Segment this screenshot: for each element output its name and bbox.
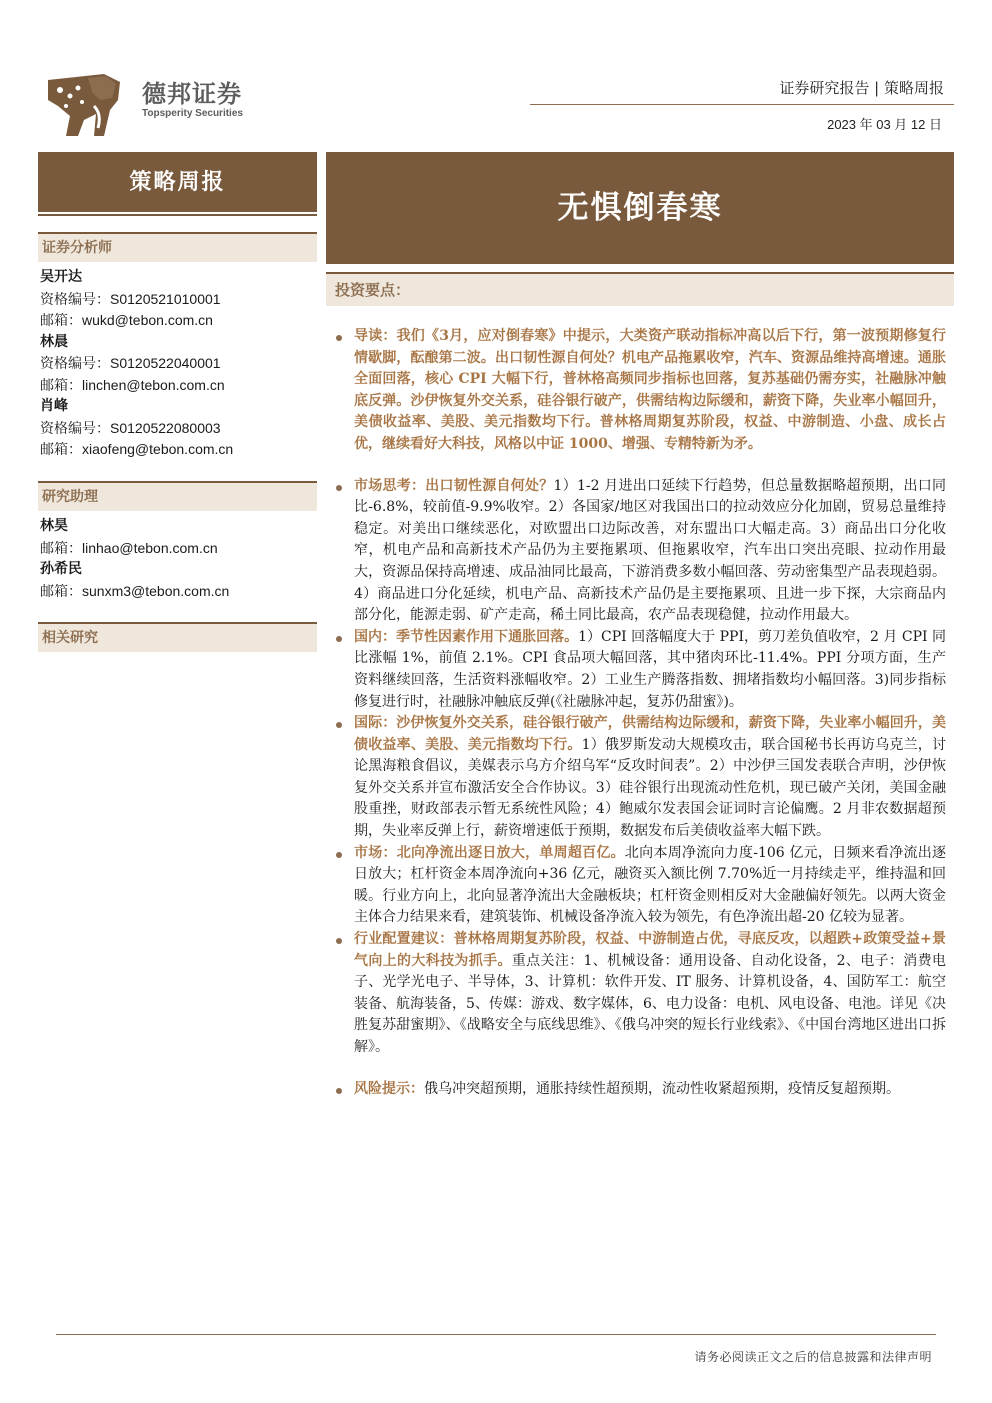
risk-warning <box>332 1079 946 1101</box>
bullet-dot-icon <box>336 335 342 341</box>
analyst-license: 资格编号：S0120521010001 <box>40 290 221 307</box>
key-point <box>332 627 946 713</box>
assistant-name: 林昊 <box>40 518 68 534</box>
analyst-email[interactable]: 邮箱：xiaofeng@tebon.com.cn <box>40 441 234 457</box>
key-point-body: 1）俄罗斯发动大规模攻击，联合国秘书长再访乌克兰，讨论黑海粮食倡议，美媒表示乌方介绍乌军“反攻时间表”。2）中沙伊三国发表联合声明，沙伊恢复外交关系并宣布激活安全合作协议。3）硅谷银行出现流动性危机，现已破产关闭，美国金融股重挫，财政部表示暂无系统性风险；4）鲍威尔发表国会证词时言论偏鹰。2 月非农数据超预期，失业率反弹上行，薪资增速低于预期，数据发布后美债收益率大幅下跌。 <box>354 736 947 840</box>
report-date: 2023 年 03 月 12 日 <box>827 117 942 132</box>
disclaimer-note: 请务必阅读正文之后的信息披露和法律声明 <box>694 1350 932 1364</box>
key-point-lead: 市场思考：出口韧性源自何处？ <box>354 477 554 494</box>
assistants-list <box>40 516 229 602</box>
bullet-dot-icon <box>336 485 342 491</box>
bullet-dot-icon <box>336 852 342 858</box>
risk-lead: 风险提示： <box>354 1080 424 1097</box>
key-point-lead: 市场：北向净流出逐日放大，单周超百亿。 <box>354 844 625 861</box>
key-point-lead: 国际：沙伊恢复外交关系，硅谷银行破产，供需结构边际缓和，薪资下降，失业率小幅回升，美债收益率、美股、美元指数均下行。 <box>354 715 946 753</box>
assistant-email[interactable]: 邮箱：linhao@tebon.com.cn <box>40 539 218 556</box>
intro-paragraph <box>332 326 946 456</box>
key-point <box>332 929 946 1059</box>
analyst-email[interactable]: 邮箱：linchen@tebon.com.cn <box>40 376 225 393</box>
analyst-email[interactable]: 邮箱：wukd@tebon.com.cn <box>40 312 213 328</box>
assistant-email[interactable]: 邮箱：sunxm3@tebon.com.cn <box>40 582 230 599</box>
analyst-name: 林晨 <box>40 333 68 350</box>
risk-body: 俄乌冲突超预期，通胀持续性超预期，流动性收紧超预期，疫情反复超预期。 <box>424 1080 900 1097</box>
key-point-body: 重点关注：1、机械设备：通用设备、自动化设备，2、电子：消费电子、光学光电子、半导体，3、计算机：软件开发、IT 服务、计算机设备，4、国防军工：航空装备、航海装备，5、传媒：游戏、数字媒体，6、电力设备：电机、风电设备、电池。详见《决胜复苏甜蜜期》、《战略安全与底线思维》、《俄乌冲突的短长行业线索》、《中国台湾地区进出口拆解》。 <box>354 952 946 1055</box>
analyst-name: 肖峰 <box>40 398 68 414</box>
left-divider <box>38 214 317 216</box>
report-category-banner: 策略周报 <box>38 152 317 212</box>
key-point <box>332 843 946 929</box>
analyst-name: 吴开达 <box>40 269 82 285</box>
key-point-lead: 行业配置建议：普林格周期复苏阶段，权益、中游制造占优，寻底反攻，以超跌+政策受益+景气向上的大科技为抓手。 <box>354 931 946 969</box>
brand-name-en: Topsperity Securities <box>142 108 243 119</box>
bullet-dot-icon <box>336 722 342 728</box>
key-point-lead: 国内：季节性因素作用下通胀回落。 <box>354 628 579 645</box>
key-point-body: 1）CPI 回落幅度大于 PPI，剪刀差负值收窄，2 月 CPI 同比涨幅 1%，前值 2.1%。CPI 食品项大幅回落，其中猪肉环比-11.4%。PPI 分项方面，生产资料继续回落，生活资料涨幅收窄。2）工业生产腾落指数、拥堵指数均小幅回落。3)同步指标修复进行时，社融脉冲触底反弹(《社融脉冲起，复苏仍甜蜜》)。 <box>354 628 946 710</box>
brand-name <box>142 80 243 120</box>
footer-divider <box>56 1334 936 1335</box>
key-point-body: 1）1-2 月进出口延续下行趋势，但总量数据略超预期，出口同比-6.8%，较前值-9.9%收窄。2）各国家/地区对我国出口的拉动效应分化加剧，贸易总量维持稳定。对美出口继续恶化，对欧盟出口边际改善，对东盟出口大幅走高。3）商品出口分化收窄，机电产品和高新技术产品仍为主要拖累项、但拖累收窄，汽车出口突出亮眼、拉动作用最大，资源品保持高增速、成品油同比最高，下游消费多数小幅回落、劳动密集型产品表现趋弱。4）商品进口分化延续，机电产品、高新技术产品仍是主要拖累项、且进一步下探，大宗商品内部分化，能源走弱、矿产走高，稀土同比最高，农产品表现稳健，拉动作用最大。 <box>354 477 947 624</box>
assistants-section-title: 研究助理 <box>38 481 317 511</box>
analyst-license: 资格编号：S0120522040001 <box>40 355 221 371</box>
report-title: 无惧倒春寒 <box>326 152 954 264</box>
tebon-leopard-logo-icon <box>44 70 124 138</box>
intro-text: 导读：我们《3月，应对倒春寒》中提示，大类资产联动指标冲高以后下行，第一波预期修复行情歇脚，酝酿第二波。出口韧性源自何处？机电产品拖累收窄，汽车、资源品维持高增速。通胀全面回落，核心 CPI 大幅下行，普林格高频同步指标也回落，复苏基础仍需夯实，社融脉冲触底反弹。沙伊恢复外交关系，硅谷银行破产，供需结构边际缓和，薪资下降，失业率小幅回升，美债收益率、美股、美元指数均下行。普林格周期复苏阶段，权益、中游制造、小盘、成长占优，继续看好大科技，风格以中证 1000、增强、专精特新为矛。 <box>354 328 946 452</box>
key-point <box>332 476 946 627</box>
report-type: 证券研究报告 | 策略周报 <box>779 79 944 97</box>
key-point-body: 北向本周净流向力度-106 亿元，日频来看净流出逐日放大；杠杆资金本周净流向+36 亿元，融资买入额比例 7.70%近一月持续走平，维持温和回暖。行业方向上，北向显著净流出大金融板块；杠杆资金则相反对大金融偏好领先。以两大资金主体合力结果来看，建筑装饰、机械设备净流入较为领先，有色净流出超-20 亿较为显著。 <box>354 844 946 926</box>
key-point <box>332 713 946 843</box>
key-points-content <box>332 326 946 1100</box>
bullet-dot-icon <box>336 636 342 642</box>
header-divider <box>530 104 954 105</box>
related-research-title: 相关研究 <box>38 622 317 652</box>
bullet-dot-icon <box>336 1088 342 1094</box>
analyst-license: 资格编号：S0120522080003 <box>40 419 221 436</box>
brand-name-cn: 德邦证券 <box>142 80 242 108</box>
analysts-section-title: 证券分析师 <box>38 232 317 262</box>
bullet-dot-icon <box>336 938 342 944</box>
assistant-name: 孙希民 <box>40 561 82 577</box>
key-points-title: 投资要点： <box>326 272 954 306</box>
analysts-list <box>40 267 233 461</box>
